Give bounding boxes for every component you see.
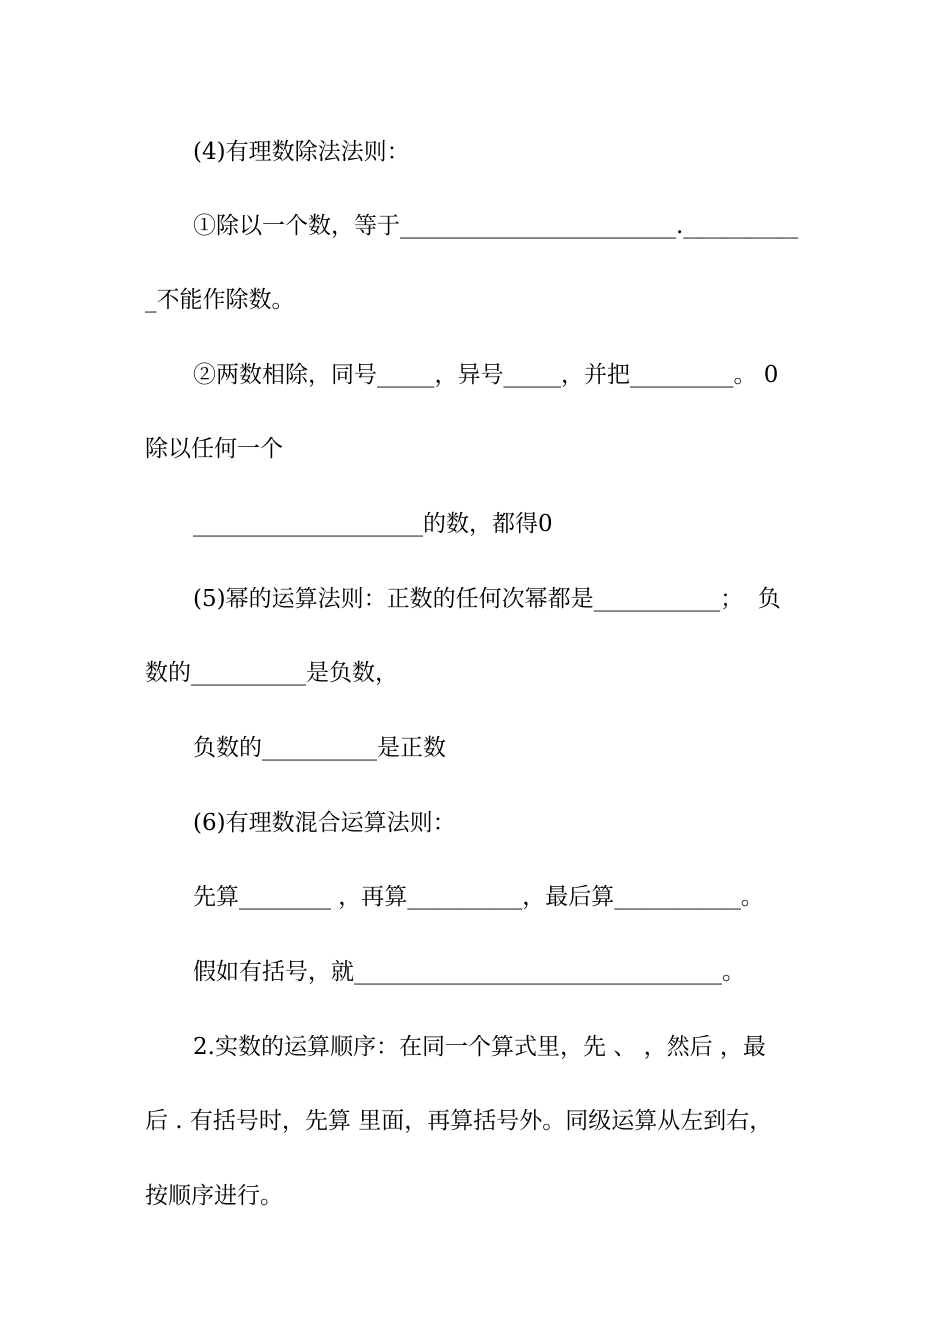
section-2-end: 按顺序进行。	[145, 1183, 283, 1209]
rule-4-heading: (4)有理数除法法则：	[193, 139, 410, 165]
rule-6-heading: (6)有理数混合运算法则：	[193, 810, 456, 836]
rule-5-continued: 数的__________是负数，	[145, 660, 398, 686]
rule-6-order: 先算________ ，再算__________，最后算___________。	[193, 884, 764, 910]
rule-4-item-1-continued: _不能作除数。	[145, 287, 295, 313]
rule-4-item-2-continued: 除以任何一个	[145, 436, 283, 462]
rule-5-heading: (5)幂的运算法则：正数的任何次幂都是___________； 负	[193, 586, 781, 612]
section-2-heading: 2.实数的运算顺序：在同一个算式里，先 、 ，然后 ，最	[193, 1034, 766, 1060]
rule-5-end: 负数的__________是正数	[193, 735, 446, 761]
rule-6-brackets: 假如有括号，就________________________________。	[193, 959, 745, 985]
rule-4-item-1: ①除以一个数，等于________________________.__________	[193, 213, 799, 239]
section-2-continued: 后 . 有括号时，先算 里面，再算括号外。同级运算从左到右，	[145, 1108, 773, 1134]
rule-4-item-2-end: ____________________的数，都得0	[193, 511, 553, 537]
rule-4-item-2: ②两数相除，同号_____，异号_____，并把_________。 0	[193, 362, 779, 388]
